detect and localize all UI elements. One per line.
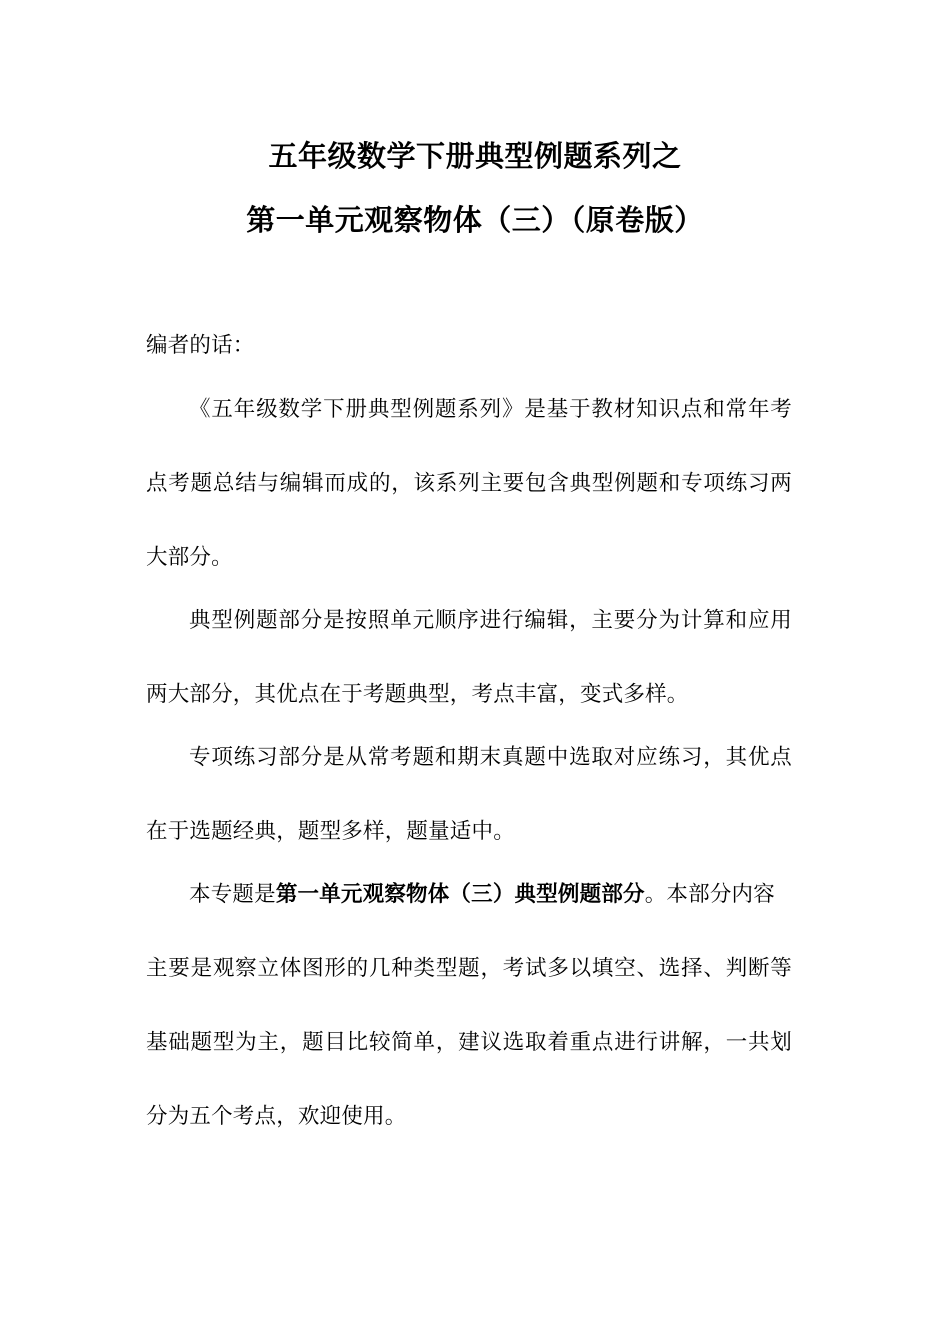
para3-line1: 专项练习部分是从常考题和期末真题中选取对应练习，其优点 [189,745,792,770]
para4-line2: 主要是观察立体图形的几种类型题，考试多以填空、选择、判断等 [146,956,792,981]
para4-line1-prefix: 本专题是 [189,882,276,907]
para1-line2: 点考题总结与编辑而成的，该系列主要包含典型例题和专项练习两 [146,471,792,496]
para2-line1: 典型例题部分是按照单元顺序进行编辑，主要分为计算和应用 [189,608,792,633]
para3-line2: 在于选题经典，题型多样，题量适中。 [146,819,515,844]
document-title-line-2: 第一单元观察物体（三）（原卷版） [246,203,704,237]
para1-line3: 大部分。 [146,545,233,570]
para4-line3: 基础题型为主，题目比较简单，建议选取着重点进行讲解，一共划 [146,1030,792,1055]
para4-line4: 分为五个考点，欢迎使用。 [146,1104,407,1129]
para4-line1 [189,880,792,910]
para4-line1-suffix: 。本部分内容 [644,882,775,907]
para4-line1-bold: 第一单元观察物体（三）典型例题部分 [275,882,645,907]
para2-line2: 两大部分，其优点在于考题典型，考点丰富，变式多样。 [146,682,689,707]
document-title-line-1: 五年级数学下册典型例题系列之 [268,139,682,173]
editor-note-label: 编者的话： [146,333,255,358]
para1-line1: 《五年级数学下册典型例题系列》是基于教材知识点和常年考 [189,397,792,422]
